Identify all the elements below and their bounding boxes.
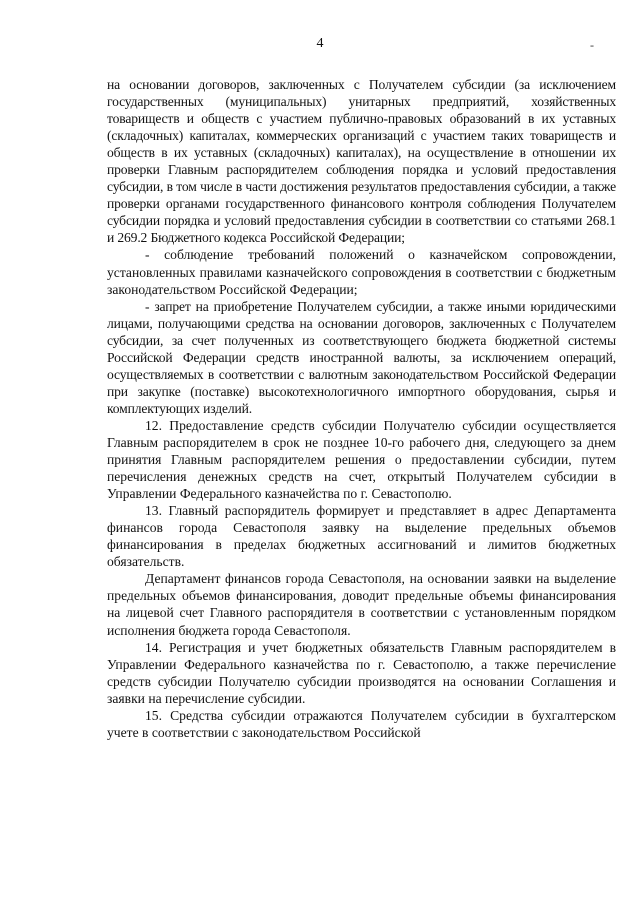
paragraph-15: 15. Средства субсидии отражаются Получателем субсидии в бухгалтерском учете в соответствии с законодательством Российской [107,707,616,740]
paragraph-treasury-support: - соблюдение требований положений о казначейском сопровождении, установленных правилами казначейского сопровождения в соответствии с бюджетным законодательством Российской Федерации; [107,247,616,297]
paragraph-13: 13. Главный распорядитель формирует и представляет в адрес Департамента финансов города Севастополя заявку на выделение предельных объемов финансирования в пределах бюджетных ассигнований и лимитов бюджетных обязательств. [107,503,616,570]
paragraph-continuation: на основании договоров, заключенных с Получателем субсидии (за исключением государственных (муниципальных) унитарных предприятий, хозяйственных товариществ и обществ с участием публично-правовых образований в их уставных (складочных) капиталах, коммерческих организаций с участием таких товариществ и обществ в их уставных (складочных) капиталах), на осуществление в отношении их проверки Главным распорядителем соблюдения порядка и условий предоставления субсидии, в том числе в части достижения результатов предоставления субсидии, а также проверки органами государственного финансового контроля соблюдения Получателем субсидии порядка и условий предоставления субсидии в соответствии со статьями 268.1 и 269.2 Бюджетного кодекса Российской Федерации; [107,77,616,246]
paragraph-14: 14. Регистрация и учет бюджетных обязательств Главным распорядителем в Управлении Федерального казначейства по г. Севастополю, а также перечисление средств субсидии Получателю субсидии производятся на основании Соглашения и заявки на перечисление субсидии. [107,639,616,706]
document-body [107,76,616,741]
paragraph-currency-ban: - запрет на приобретение Получателем субсидии, а также иными юридическими лицами, получающими средства на основании договоров, заключенных с Получателем субсидии, за счет полученных из соответствующего бюджета бюджетной системы Российской Федерации средств иностранной валюты, за исключением операций, осуществляемых в соответствии с валютным законодательством Российской Федерации при закупке (поставке) высокотехнологичного импортного оборудования, сырья и комплектующих изделий. [107,298,616,416]
corner-mark: - [590,38,594,52]
paragraph-12: 12. Предоставление средств субсидии Получателю субсидии осуществляется Главным распорядителем в срок не позднее 10-го рабочего дня, следующего за днем принятия Главным распорядителем решения о предоставлении субсидии, путем перечисления денежных средств на счет, открытый Получателем субсидии в Управлении Федерального казначейства по г. Севастополю. [107,417,616,502]
paragraph-finance-department: Департамент финансов города Севастополя, на основании заявки на выделение предельных объемов финансирования, доводит предельные объемы финансирования на лицевой счет Главного распорядителя в соответствии с установленным порядком исполнения бюджета города Севастополя. [107,571,616,638]
page-number: 4 [316,36,324,51]
